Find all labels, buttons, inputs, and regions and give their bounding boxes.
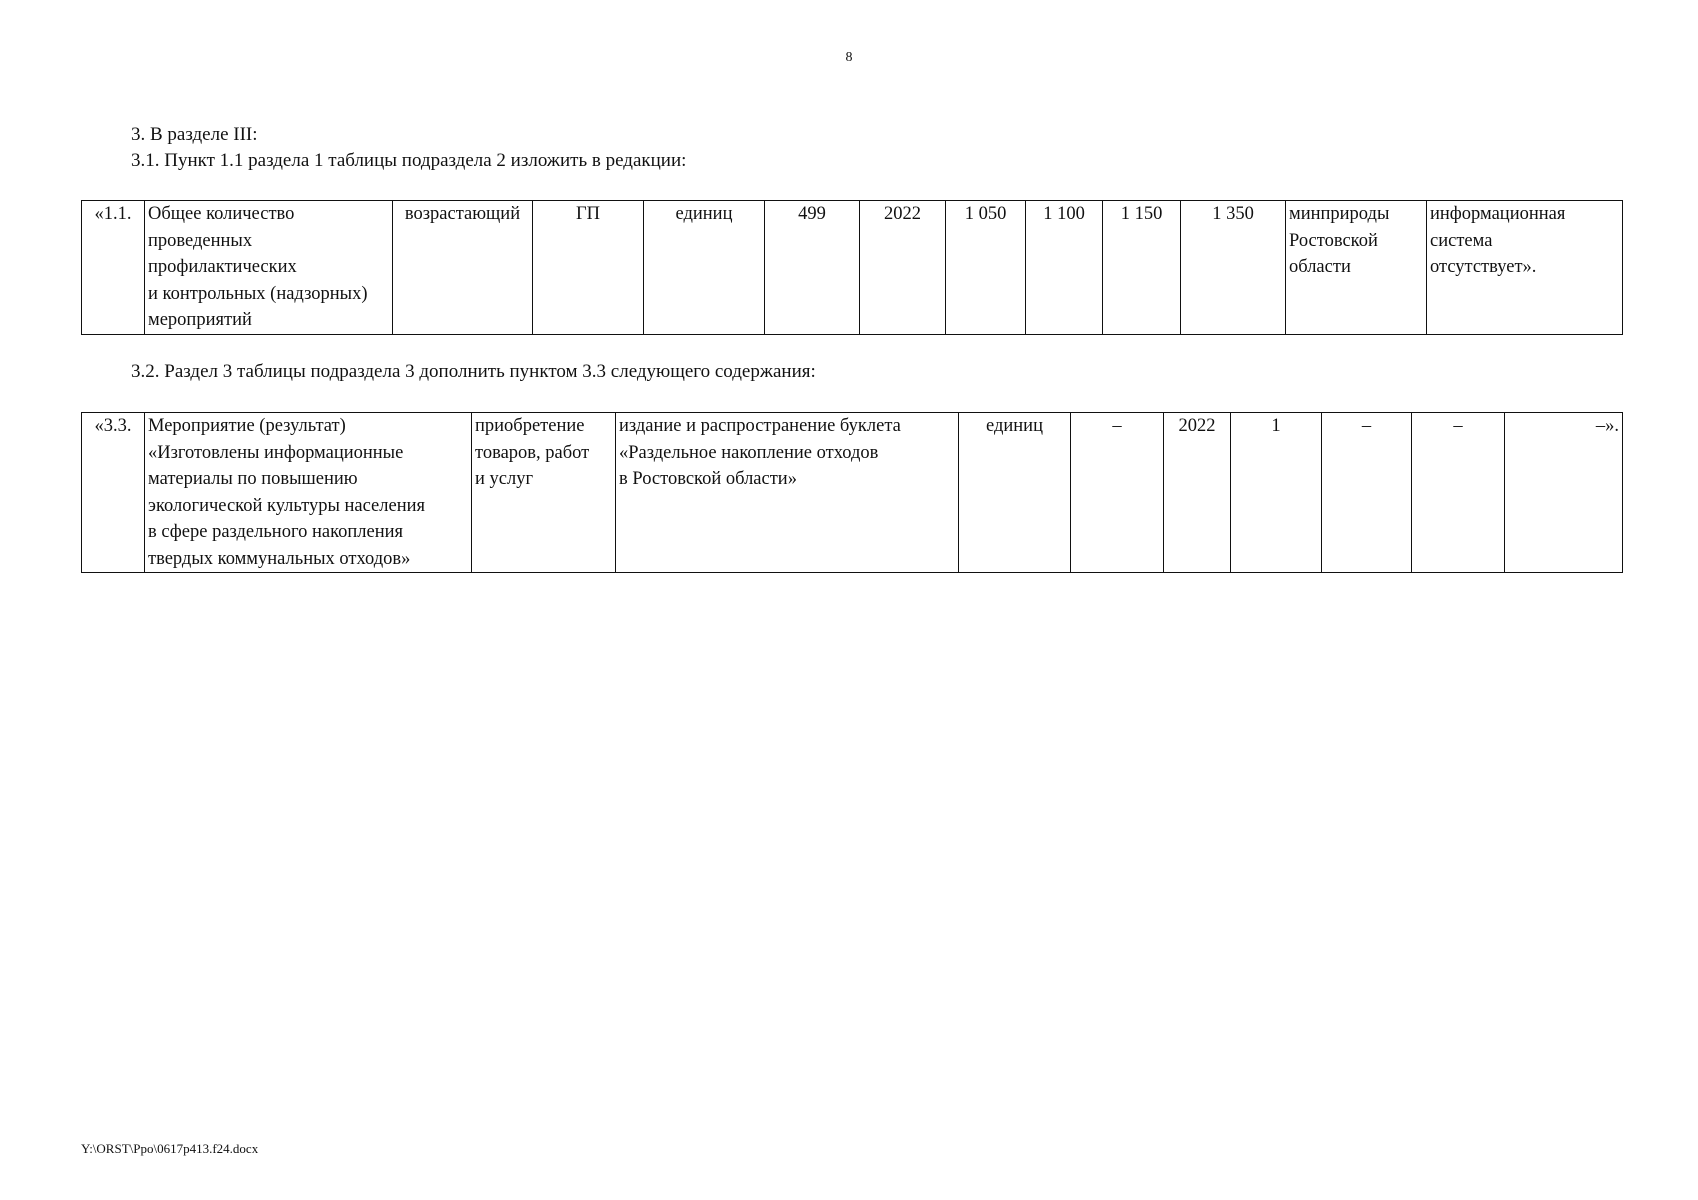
table-item-3-3 (81, 412, 1623, 573)
unit-cell: единиц (959, 413, 1071, 573)
base-value-cell: 499 (765, 201, 860, 335)
item-number-cell: «3.3. (82, 413, 145, 573)
indicator-name-cell: Общее количество проведенных профилактических и контрольных (надзорных) мероприятий (145, 201, 393, 335)
item-number-cell: «1.1. (82, 201, 145, 335)
table-row (82, 413, 1623, 573)
base-value-cell: – (1071, 413, 1164, 573)
info-system-cell: информационная система отсутствует». (1427, 201, 1623, 335)
base-year-cell: 2022 (860, 201, 946, 335)
value-cell: 1 150 (1103, 201, 1181, 335)
responsible-cell: минприроды Ростовской области (1286, 201, 1427, 335)
trend-cell: возрастающий (393, 201, 533, 335)
value-cell: 1 050 (946, 201, 1026, 335)
unit-cell: единиц (644, 201, 765, 335)
value-cell: 1 (1231, 413, 1322, 573)
value-cell: 1 100 (1026, 201, 1103, 335)
page-number: 8 (845, 50, 853, 65)
section-heading: 3. В разделе III: (131, 124, 258, 145)
file-path-footer: Y:\ORST\Ppo\0617p413.f24.docx (81, 1141, 259, 1156)
value-cell: – (1412, 413, 1505, 573)
paragraph-3-1: 3.1. Пункт 1.1 раздела 1 таблицы подраздела 2 изложить в редакции: (131, 150, 687, 171)
event-type-cell: приобретение товаров, работ и услуг (472, 413, 616, 573)
event-name-cell: Мероприятие (результат) «Изготовлены информационные материалы по повышению экологической культуры населения в сфере раздельного накопления твердых коммунальных отходов» (145, 413, 472, 573)
base-year-cell: 2022 (1164, 413, 1231, 573)
value-cell: –». (1505, 413, 1623, 573)
table-item-1-1 (81, 200, 1623, 335)
table-row (82, 201, 1623, 335)
value-cell: – (1322, 413, 1412, 573)
type-cell: ГП (533, 201, 644, 335)
characteristic-cell: издание и распространение буклета «Раздельное накопление отходов в Ростовской области» (616, 413, 959, 573)
value-cell: 1 350 (1181, 201, 1286, 335)
paragraph-3-2: 3.2. Раздел 3 таблицы подраздела 3 дополнить пунктом 3.3 следующего содержания: (131, 361, 816, 382)
